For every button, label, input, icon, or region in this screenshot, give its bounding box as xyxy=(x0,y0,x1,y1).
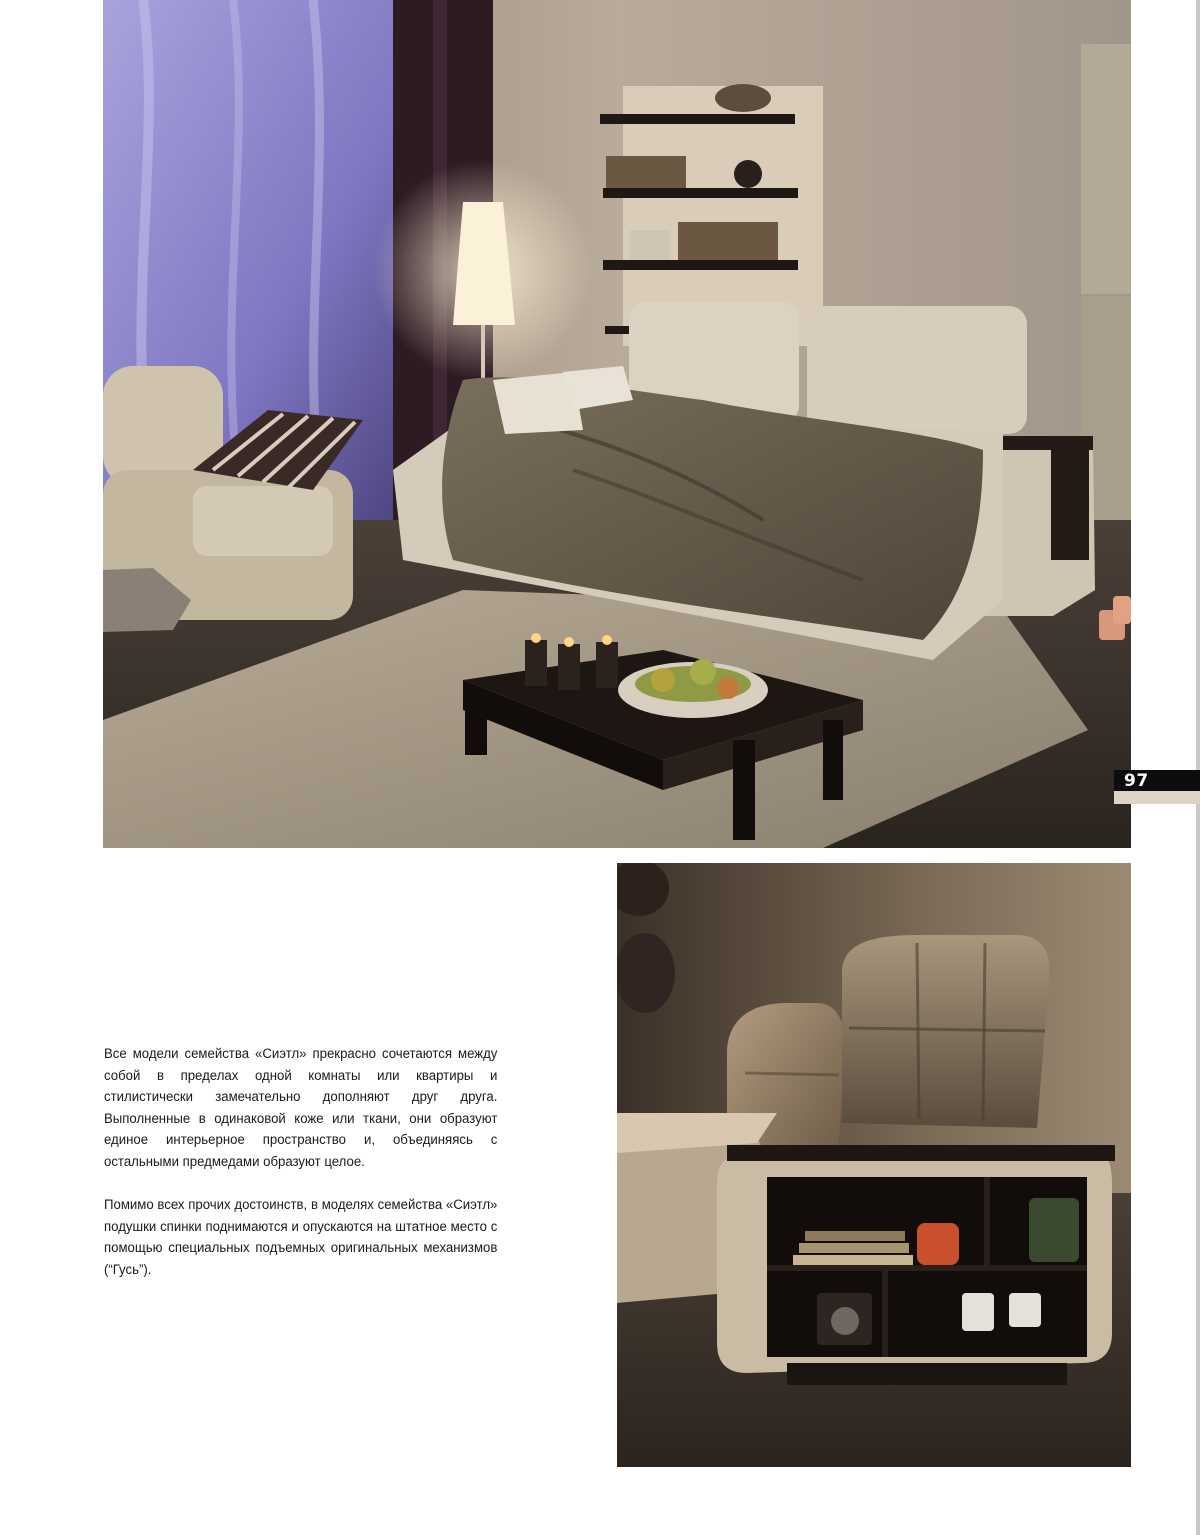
page-number-tab xyxy=(1114,770,1200,804)
paragraph-2: Помимо всех прочих достоинств, в моделях семейства «Сиэтл» подушки спинки поднимаются и опускаются на штатное место с помощью специальных подъемных оригинальных механизмов (“Гусь”). xyxy=(104,1197,498,1278)
main-interior-photo xyxy=(103,0,1131,848)
page-number: 97 xyxy=(1124,771,1149,791)
paragraph-1: Все модели семейства «Сиэтл» прекрасно сочетаются между собой в пределах одной комнаты или квартиры и стилистически замечательно дополняют друг друга. Выполненные в одинаковой коже или ткани, они образуют единое интерьерное пространство и, объединяясь с остальными предмедами образуют целое. xyxy=(104,1046,498,1170)
body-text xyxy=(104,1044,497,1303)
sofa-detail-photo xyxy=(617,863,1131,1467)
page-edge-shadow xyxy=(1196,0,1200,1535)
page-number-tab-accent xyxy=(1114,791,1200,804)
